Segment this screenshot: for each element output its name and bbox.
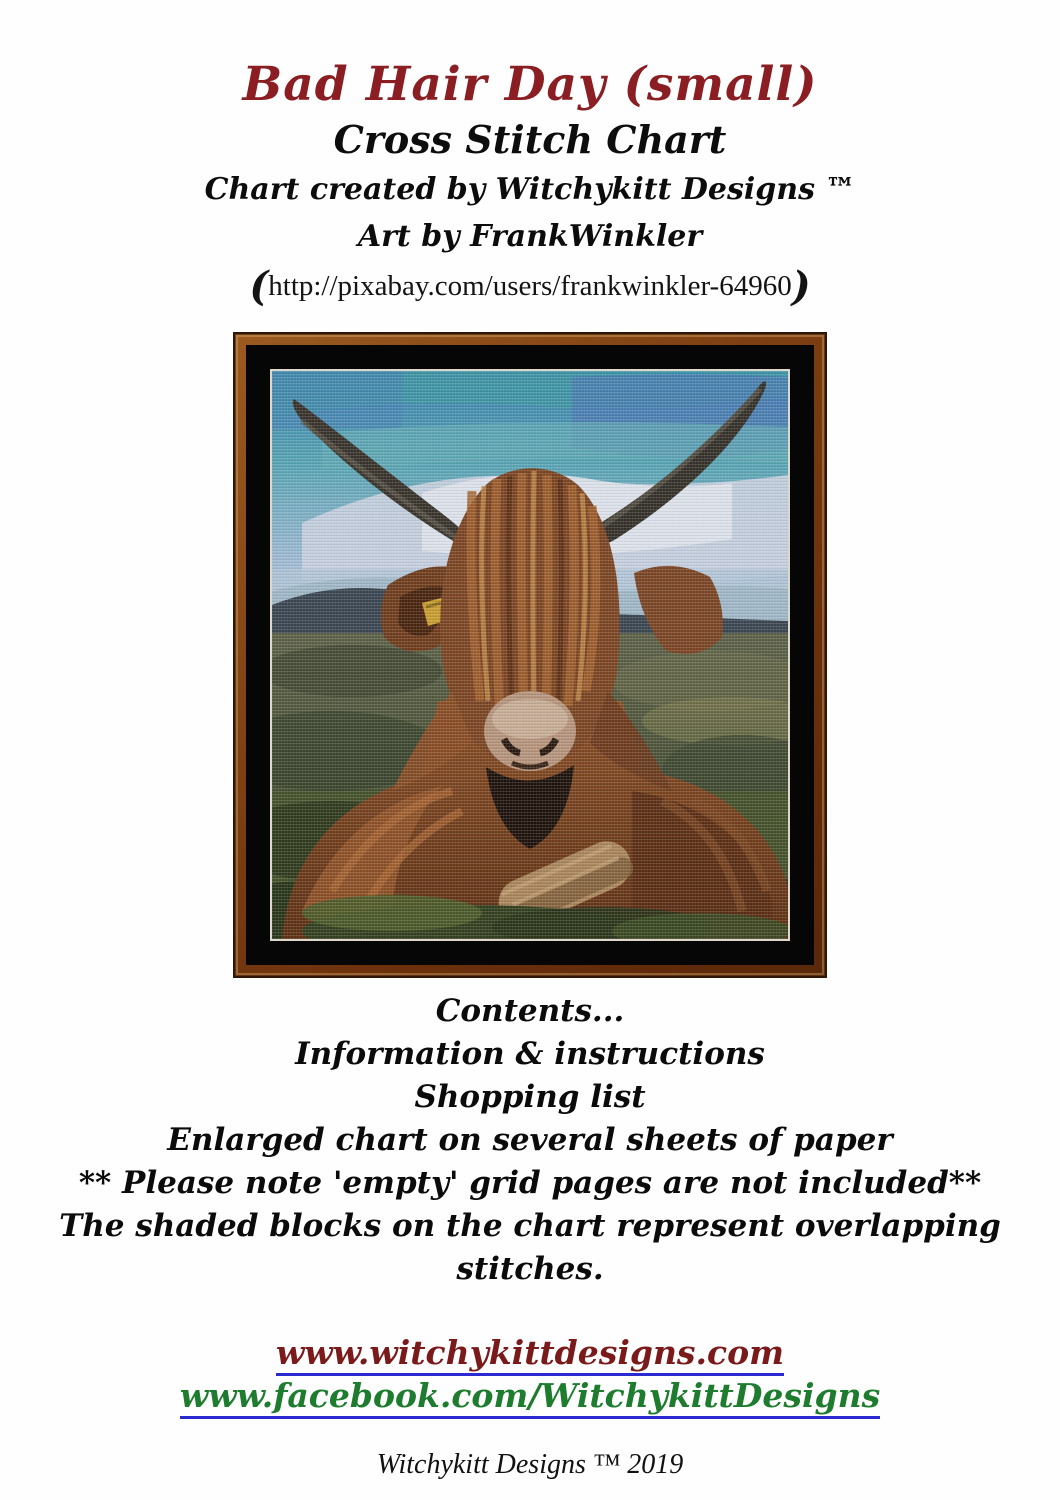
page-title: Bad Hair Day (small) xyxy=(242,57,818,112)
artist-url xyxy=(0,263,1060,310)
contents-item: The shaded blocks on the chart represent overlapping stitches. xyxy=(59,1208,1001,1288)
picture-mat xyxy=(246,345,814,965)
links-section xyxy=(0,1333,1060,1419)
contents-item: ** Please note 'empty' grid pages are not included** xyxy=(78,1165,982,1202)
contents-item: Shopping list xyxy=(414,1079,646,1116)
url-open-paren: ( xyxy=(249,263,269,311)
artist-credit: Art by FrankWinkler xyxy=(357,218,703,254)
contents-section xyxy=(0,990,1060,1291)
url-close-paren: ) xyxy=(791,263,811,311)
facebook-link[interactable]: www.facebook.com/WitchykittDesigns xyxy=(180,1376,880,1419)
contents-item: Enlarged chart on several sheets of paper xyxy=(167,1122,893,1159)
contents-item: Information & instructions xyxy=(295,1036,765,1073)
picture-frame xyxy=(233,332,827,978)
contents-heading: Contents... xyxy=(435,993,625,1030)
cross-stitch-preview-image xyxy=(270,369,790,941)
highland-cow-artwork xyxy=(272,371,788,939)
website-link[interactable]: www.witchykittdesigns.com xyxy=(276,1333,784,1376)
page-subtitle: Cross Stitch Chart xyxy=(333,116,727,162)
artist-url-text[interactable]: http://pixabay.com/users/frankwinkler-64960 xyxy=(268,270,792,303)
copyright-line: Witchykitt Designs ™ 2019 xyxy=(376,1449,684,1481)
chart-credit: Chart created by Witchykitt Designs ™ xyxy=(204,172,856,208)
header xyxy=(0,0,1060,310)
